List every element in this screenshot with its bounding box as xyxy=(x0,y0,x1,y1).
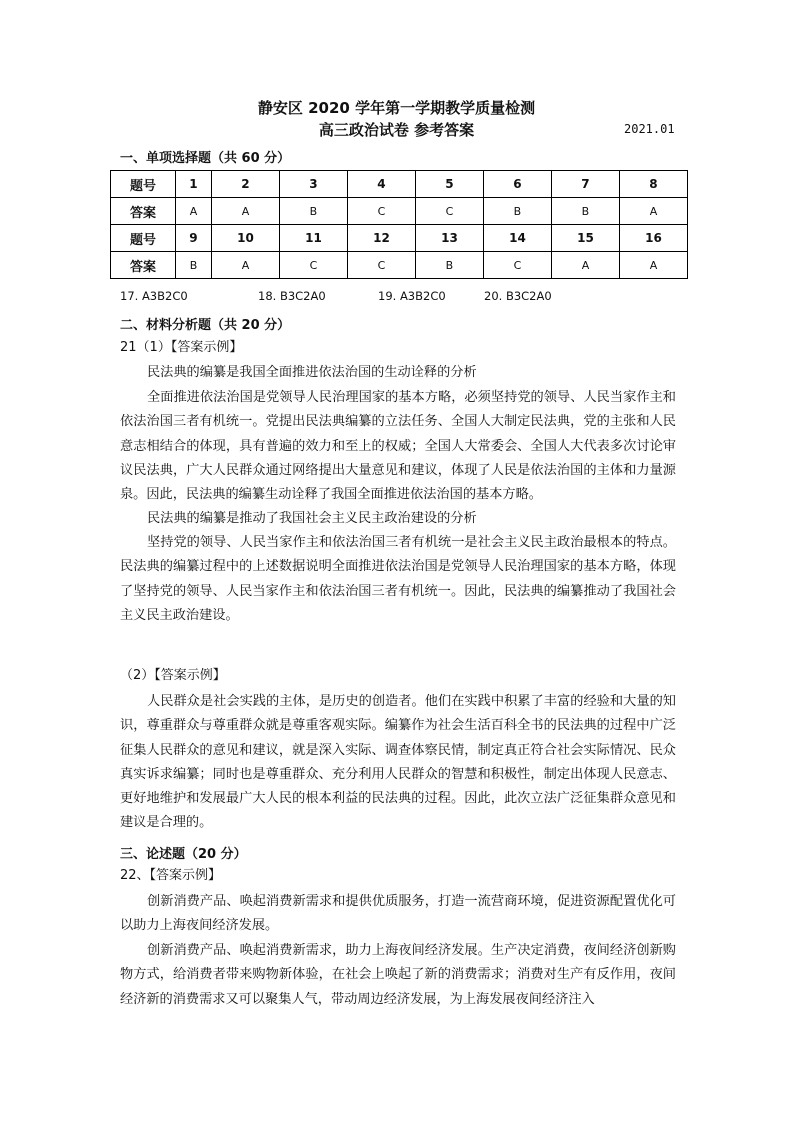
answer-cell: C xyxy=(347,252,415,279)
paragraph: 创新消费产品、唤起消费新需求，助力上海夜间经济发展。生产决定消费，夜间经济创新购物方式，给消费者带来购物新体验，在社会上唤起了新的消费需求；消费对生产有反作用，夜间经济新的消费需求又可以聚集人气，带动周边经济发展，为上海发展夜间经济注入 xyxy=(120,943,676,1007)
paragraph: 民法典的编纂是推动了我国社会主义民主政治建设的分析 xyxy=(147,511,477,526)
extra-answer-19: 19. A3B2C0 xyxy=(378,289,446,303)
q21-1-label: 21（1）【答案示例】 xyxy=(120,340,243,355)
answer-cell: B xyxy=(483,198,551,225)
answer-table xyxy=(110,170,688,279)
document-date: 2021.01 xyxy=(624,122,675,136)
question-number: 9 xyxy=(176,225,212,252)
question-number: 4 xyxy=(347,171,415,198)
question-number: 7 xyxy=(551,171,619,198)
table-row xyxy=(111,252,688,279)
question-number: 15 xyxy=(551,225,619,252)
table-row xyxy=(111,225,688,252)
paragraph: 民法典的编纂是我国全面推进依法治国的生动诠释的分析 xyxy=(147,365,477,380)
paragraph: 坚持党的领导、人民当家作主和依法治国三者有机统一是社会主义民主政治最根本的特点。民法典的编纂过程中的上述数据说明全面推进依法治国是党领导人民治理国家的基本方略，体现了坚持党的领导、人民当家作主和依法治国三者有机统一。因此，民法典的编纂推动了我国社会主义民主政治建设。 xyxy=(120,535,676,623)
paragraph: 人民群众是社会实践的主体，是历史的创造者。他们在实践中积累了丰富的经验和大量的知识，尊重群众与尊重群众就是尊重客观实际。编纂作为社会生活百科全书的民法典的过程中广泛征集人民群众的意见和建议，就是深入实际、调查体察民情，制定真正符合社会实际情况、民众真实诉求编纂；同时也是尊重群众、充分利用人民群众的智慧和积极性，制定出体现人民意志、更好地维护和发展最广大人民的根本利益的民法典的过程。因此，此次立法广泛征集群众意见和建议是合理的。 xyxy=(120,694,676,831)
question-number: 2 xyxy=(211,171,279,198)
table-row xyxy=(111,171,688,198)
answer-cell: A xyxy=(619,198,687,225)
table-row xyxy=(111,198,688,225)
question-number: 12 xyxy=(347,225,415,252)
question-number: 5 xyxy=(415,171,483,198)
question-number: 14 xyxy=(483,225,551,252)
row-label-answer: 答案 xyxy=(111,198,176,225)
row-label-question: 题号 xyxy=(111,225,176,252)
question-number: 10 xyxy=(211,225,279,252)
extra-answer-18: 18. B3C2A0 xyxy=(258,289,326,303)
question-number: 1 xyxy=(176,171,212,198)
answer-cell: C xyxy=(347,198,415,225)
answer-cell: B xyxy=(551,198,619,225)
section2-heading: 二、材料分析题（共 20 分） xyxy=(120,318,291,333)
section1-heading: 一、单项选择题（共 60 分） xyxy=(120,151,291,166)
question-number: 6 xyxy=(483,171,551,198)
answer-cell: A xyxy=(211,252,279,279)
paragraph: 全面推进依法治国是党领导人民治理国家的基本方略，必须坚持党的领导、人民当家作主和依法治国三者有机统一。党提出民法典编纂的立法任务、全国人大制定民法典，党的主张和人民意志相结合的体现，具有普遍的效力和至上的权威；全国人大常委会、全国人大代表多次讨论审议民法典，广大人民群众通过网络提出大量意见和建议，体现了人民是依法治国的主体和力量源泉。因此，民法典的编纂生动诠释了我国全面推进依法治国的基本方略。 xyxy=(120,390,676,503)
q22-label: 22、【答案示例】 xyxy=(120,868,222,883)
extra-answer-17: 17. A3B2C0 xyxy=(120,289,188,303)
extra-answer-20: 20. B3C2A0 xyxy=(484,289,552,303)
answer-cell: C xyxy=(415,198,483,225)
answer-cell: B xyxy=(279,198,347,225)
answer-cell: B xyxy=(415,252,483,279)
question-number: 8 xyxy=(619,171,687,198)
answer-cell: A xyxy=(619,252,687,279)
question-number: 11 xyxy=(279,225,347,252)
question-number: 3 xyxy=(279,171,347,198)
q21-2-label: （2）【答案示例】 xyxy=(120,668,226,683)
answer-cell: A xyxy=(551,252,619,279)
question-number: 16 xyxy=(619,225,687,252)
document-subtitle: 高三政治试卷 参考答案 xyxy=(318,121,475,139)
answer-cell: C xyxy=(483,252,551,279)
section3-heading: 三、论述题（20 分） xyxy=(120,847,247,862)
row-label-question: 题号 xyxy=(111,171,176,198)
document-title: 静安区 2020 学年第一学期教学质量检测 xyxy=(257,99,536,117)
row-label-answer: 答案 xyxy=(111,252,176,279)
question-number: 13 xyxy=(415,225,483,252)
answer-cell: C xyxy=(279,252,347,279)
answer-cell: A xyxy=(211,198,279,225)
answer-cell: B xyxy=(176,252,212,279)
answer-cell: A xyxy=(176,198,212,225)
paragraph: 创新消费产品、唤起消费新需求和提供优质服务，打造一流营商环境，促进资源配置优化可以助力上海夜间经济发展。 xyxy=(120,894,676,934)
